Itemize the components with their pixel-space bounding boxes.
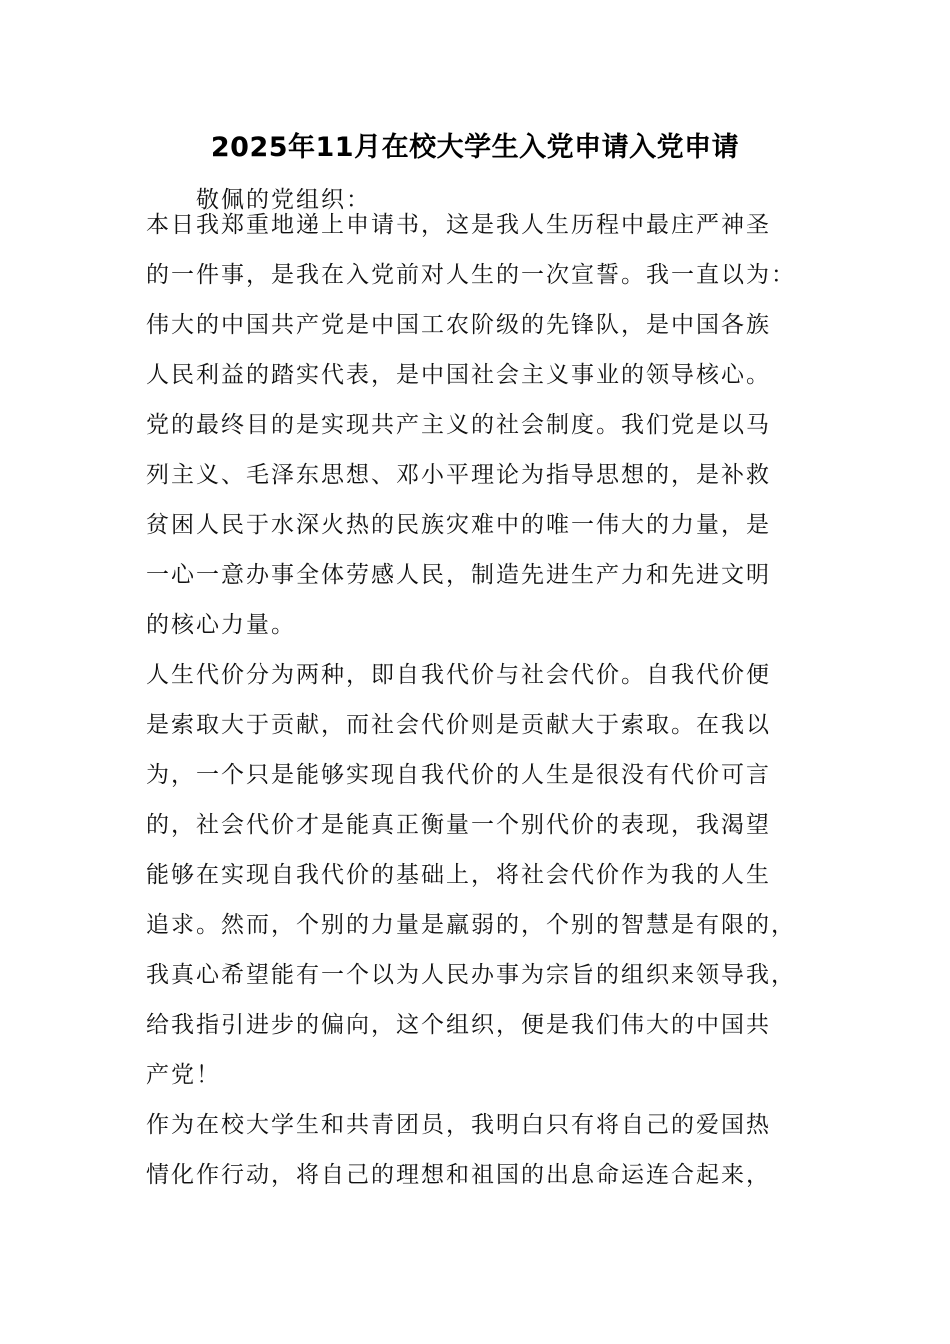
body-line-9: 的核心力量。 [146,612,296,638]
document-title: 2025年11月在校大学生入党申请入党申请 [210,132,740,163]
body-line-18: 产党！ [146,1062,221,1088]
body-line-8: 一心一意办事全体劳感人民，制造先进生产力和先进文明 [146,562,771,588]
body-line-14: 能够在实现自我代价的基础上，将社会代价作为我的人生 [146,862,771,888]
body-line-4: 人民利益的踏实代表，是中国社会主义事业的领导核心。 [146,362,771,388]
body-line-7: 贫困人民于水深火热的民族灾难中的唯一伟大的力量，是 [146,512,771,538]
body-line-19: 作为在校大学生和共青团员，我明白只有将自己的爱国热 [146,1112,771,1138]
body-line-15: 追求。然而，个别的力量是羸弱的，个别的智慧是有限的， [146,912,796,938]
body-line-16: 我真心希望能有一个以为人民办事为宗旨的组织来领导我， [146,962,796,988]
body-line-1: 本日我郑重地递上申请书，这是我人生历程中最庄严神圣 [146,212,771,238]
body-line-17: 给我指引进步的偏向，这个组织，便是我们伟大的中国共 [146,1012,771,1038]
body-line-6: 列主义、毛泽东思想、邓小平理论为指导思想的，是补救 [146,462,771,488]
body-line-13: 的，社会代价才是能真正衡量一个别代价的表现，我渴望 [146,812,771,838]
body-line-2: 的一件事，是我在入党前对人生的一次宣誓。我一直以为： [146,262,796,288]
body-line-3: 伟大的中国共产党是中国工农阶级的先锋队，是中国各族 [146,312,771,338]
body-line-5: 党的最终目的是实现共产主义的社会制度。我们党是以马 [146,412,771,438]
body-line-10: 人生代价分为两种，即自我代价与社会代价。自我代价便 [146,662,771,688]
body-line-11: 是索取大于贡献，而社会代价则是贡献大于索取。在我以 [146,712,771,738]
body-line-12: 为，一个只是能够实现自我代价的人生是很没有代价可言 [146,762,771,788]
salutation: 敬佩的党组织： [196,187,371,213]
body-line-20: 情化作行动，将自己的理想和祖国的出息命运连合起来， [146,1162,771,1188]
